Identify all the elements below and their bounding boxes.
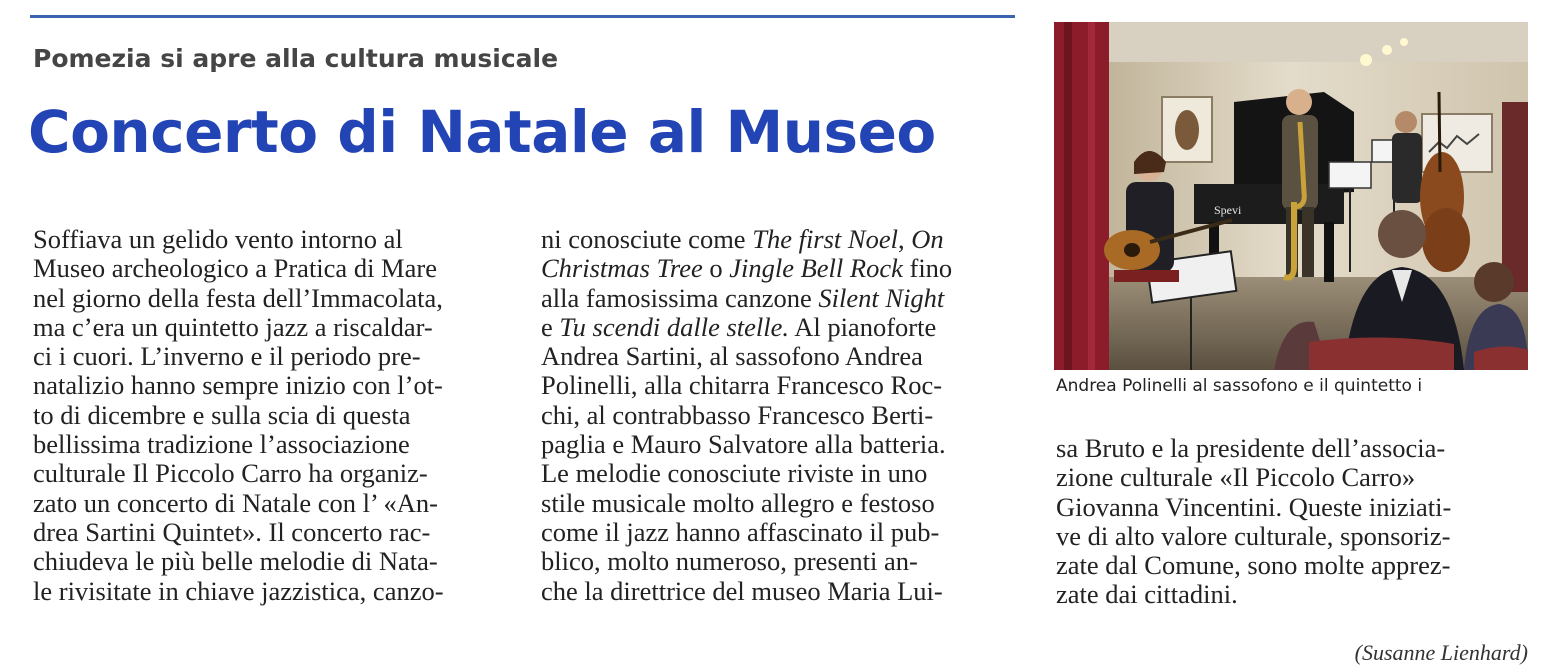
article-column-1 <box>33 225 503 606</box>
text-line: bellissima tradizione l’associazione <box>33 429 410 460</box>
article-signature: (Susanne Lienhard) <box>1354 640 1528 665</box>
piano-brand-text: Spevi <box>1214 203 1242 217</box>
text-line: drea Sartini Quintet». Il concerto rac- <box>33 516 431 547</box>
text-line <box>541 225 1016 254</box>
text-line: chiudeva le più belle melodie di Nata- <box>33 546 438 577</box>
top-rule <box>30 15 1015 18</box>
text-segment: Andrea Sartini, al sassofono Andrea <box>541 341 923 372</box>
text-line <box>541 459 1016 488</box>
text-segment: Al pianoforte <box>789 311 937 342</box>
text-segment: e <box>541 311 560 342</box>
text-line <box>541 342 1016 371</box>
text-line <box>541 577 1016 606</box>
song-title: Christmas Tree <box>541 253 703 284</box>
text-segment: Le melodie conosciute riviste in uno <box>541 458 928 489</box>
text-line <box>541 371 1016 400</box>
text-segment: chi, al contrabbasso Francesco Berti- <box>541 399 934 430</box>
text-line: zione culturale «Il Piccolo Carro» <box>1056 462 1416 493</box>
text-line: zate dal Comune, sono molte apprez- <box>1056 550 1451 581</box>
photo-caption: Andrea Polinelli al sassofono e il quintetto i <box>1056 376 1423 396</box>
text-segment: paglia e Mauro Salvatore alla batteria. <box>541 429 946 460</box>
text-line: culturale Il Piccolo Carro ha organiz- <box>33 458 428 489</box>
text-line <box>541 489 1016 518</box>
text-line: Soffiava un gelido vento intorno al <box>33 224 403 254</box>
text-line <box>541 313 1016 342</box>
song-title: On <box>911 224 944 254</box>
text-line <box>541 430 1016 459</box>
text-segment: che la direttrice del museo Maria Lui- <box>541 575 943 606</box>
text-line: sa Bruto e la presidente dell’associa- <box>1056 433 1446 463</box>
text-segment: Polinelli, alla chitarra Francesco Roc- <box>541 370 943 401</box>
text-segment: alla famosissima canzone <box>541 282 819 313</box>
text-segment: stile musicale molto allegro e festoso <box>541 487 935 518</box>
article-kicker: Pomezia si apre alla cultura musicale <box>33 44 559 73</box>
text-line: zate dai cittadini. <box>1056 579 1238 610</box>
text-segment: blico, molto numeroso, presenti an- <box>541 546 918 577</box>
text-line: le rivisitate in chiave jazzistica, canzo- <box>33 575 444 606</box>
text-line: ve di alto valore culturale, sponsoriz- <box>1056 520 1451 551</box>
text-line: natalizio hanno sempre inizio con l’ot- <box>33 370 443 401</box>
text-line: Giovanna Vincentini. Queste iniziati- <box>1056 491 1452 522</box>
text-segment: , <box>897 224 912 254</box>
text-line <box>541 401 1016 430</box>
text-line: ci i cuori. L’inverno e il periodo pre- <box>33 341 421 372</box>
text-line <box>541 547 1016 576</box>
text-line: Museo archeologico a Pratica di Mare <box>33 253 437 284</box>
text-segment: ni conosciute come <box>541 224 753 254</box>
text-line: to di dicembre e sulla scia di questa <box>33 399 411 430</box>
concert-photo <box>1054 22 1528 370</box>
song-title: The first Noel <box>752 224 898 254</box>
text-line <box>541 254 1016 283</box>
text-line <box>541 518 1016 547</box>
song-title: Silent Night <box>818 282 945 313</box>
text-line: zato un concerto di Natale con l’ «An- <box>33 487 438 518</box>
text-line: nel giorno della festa dell’Immacolata, <box>33 282 443 313</box>
text-segment: fino <box>902 253 953 284</box>
text-line: ma c’era un quintetto jazz a riscaldar- <box>33 311 433 342</box>
text-segment: o <box>702 253 730 284</box>
text-line <box>541 284 1016 313</box>
text-segment: come il jazz hanno affascinato il pub- <box>541 516 940 547</box>
article-column-3 <box>1056 434 1531 610</box>
song-title: Tu scendi dalle stelle. <box>559 311 790 342</box>
song-title: Jingle Bell Rock <box>729 253 903 284</box>
article-column-2 <box>541 225 1016 606</box>
article-headline: Concerto di Natale al Museo <box>28 98 936 166</box>
